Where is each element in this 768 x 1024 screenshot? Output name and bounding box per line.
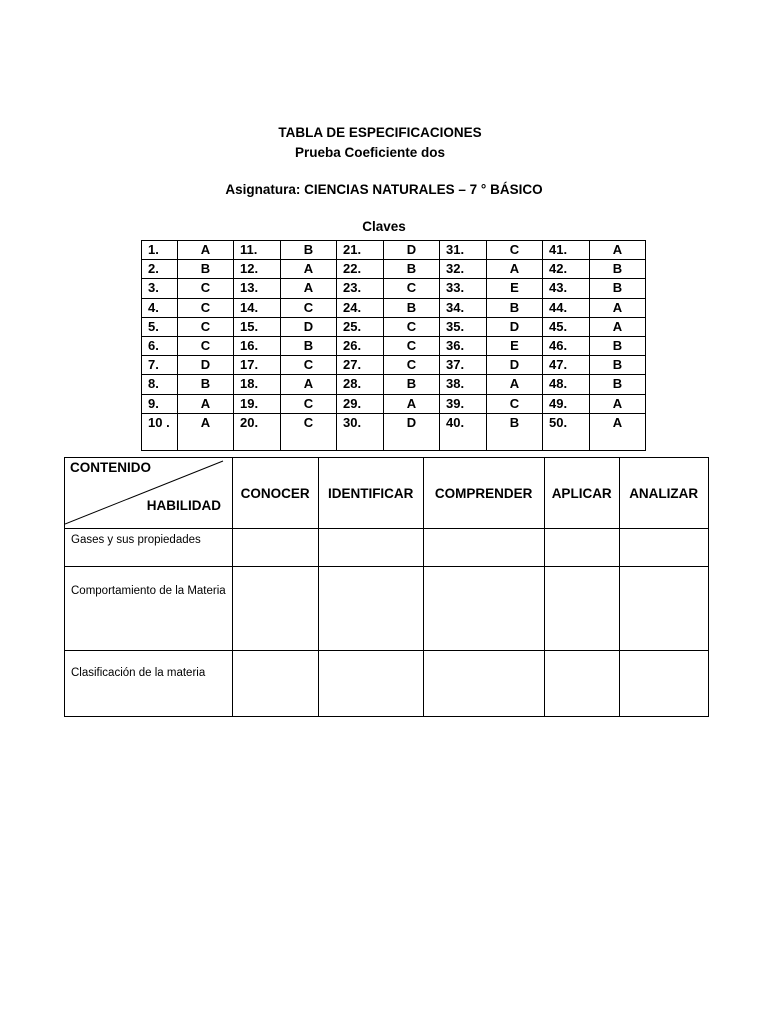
question-number: 36. <box>440 336 487 355</box>
question-number: 42. <box>543 260 590 279</box>
question-number: 24. <box>337 298 384 317</box>
document-subtitle: Prueba Coeficiente dos <box>294 145 446 160</box>
question-number: 43. <box>543 279 590 298</box>
question-number: 48. <box>543 375 590 394</box>
question-number: 10 . <box>142 413 178 450</box>
cell <box>619 529 708 567</box>
question-number: 4. <box>142 298 178 317</box>
answer-letter: C <box>281 394 337 413</box>
column-header-identificar: IDENTIFICAR <box>318 458 423 529</box>
answer-letter: B <box>178 375 234 394</box>
specification-table <box>64 457 709 717</box>
answer-letter: A <box>590 241 646 260</box>
question-number: 23. <box>337 279 384 298</box>
cell <box>423 529 544 567</box>
question-number: 6. <box>142 336 178 355</box>
answer-letter: D <box>384 413 440 450</box>
answer-letter: B <box>590 279 646 298</box>
column-header-analizar: ANALIZAR <box>619 458 708 529</box>
question-number: 18. <box>234 375 281 394</box>
question-number: 25. <box>337 317 384 336</box>
answer-letter: B <box>487 298 543 317</box>
answer-letter: B <box>590 260 646 279</box>
question-number: 33. <box>440 279 487 298</box>
question-number: 47. <box>543 356 590 375</box>
question-number: 22. <box>337 260 384 279</box>
answer-key-table <box>141 240 646 451</box>
cell <box>232 567 318 651</box>
answer-letter: C <box>178 298 234 317</box>
answer-letter: A <box>178 241 234 260</box>
answer-letter: B <box>590 356 646 375</box>
key-row <box>142 336 646 355</box>
question-number: 30. <box>337 413 384 450</box>
question-number: 45. <box>543 317 590 336</box>
question-number: 14. <box>234 298 281 317</box>
question-number: 46. <box>543 336 590 355</box>
answer-letter: A <box>487 375 543 394</box>
key-row <box>142 413 646 450</box>
cell <box>232 529 318 567</box>
answer-letter: B <box>384 260 440 279</box>
cell <box>423 651 544 717</box>
column-header-comprender: COMPRENDER <box>423 458 544 529</box>
key-row <box>142 298 646 317</box>
question-number: 20. <box>234 413 281 450</box>
key-row <box>142 279 646 298</box>
question-number: 35. <box>440 317 487 336</box>
question-number: 7. <box>142 356 178 375</box>
question-number: 12. <box>234 260 281 279</box>
answer-letter: C <box>178 336 234 355</box>
column-header-aplicar: APLICAR <box>544 458 619 529</box>
question-number: 40. <box>440 413 487 450</box>
answer-letter: E <box>487 279 543 298</box>
content-skill-corner <box>65 458 233 529</box>
question-number: 34. <box>440 298 487 317</box>
row-label-clasificacion: Clasificación de la materia <box>65 651 233 717</box>
answer-letter: C <box>281 356 337 375</box>
answer-letter: B <box>487 413 543 450</box>
answer-letter: A <box>590 394 646 413</box>
answer-letter: D <box>487 356 543 375</box>
cell <box>318 567 423 651</box>
answer-letter: C <box>384 317 440 336</box>
question-number: 49. <box>543 394 590 413</box>
key-row <box>142 317 646 336</box>
question-number: 1. <box>142 241 178 260</box>
answer-letter: C <box>487 394 543 413</box>
skill-label: HABILIDAD <box>146 498 221 513</box>
content-label: CONTENIDO <box>70 460 151 475</box>
cell <box>619 651 708 717</box>
answer-letter: A <box>590 413 646 450</box>
question-number: 15. <box>234 317 281 336</box>
key-row <box>142 394 646 413</box>
answer-letter: A <box>487 260 543 279</box>
question-number: 41. <box>543 241 590 260</box>
answer-letter: B <box>384 298 440 317</box>
question-number: 26. <box>337 336 384 355</box>
key-row <box>142 375 646 394</box>
key-row <box>142 241 646 260</box>
question-number: 28. <box>337 375 384 394</box>
answer-letter: D <box>384 241 440 260</box>
question-number: 3. <box>142 279 178 298</box>
question-number: 29. <box>337 394 384 413</box>
answer-letter: A <box>281 279 337 298</box>
answer-letter: B <box>590 336 646 355</box>
keys-title: Claves <box>362 219 406 234</box>
question-number: 37. <box>440 356 487 375</box>
answer-letter: D <box>178 356 234 375</box>
question-number: 38. <box>440 375 487 394</box>
answer-letter: A <box>178 413 234 450</box>
answer-letter: A <box>178 394 234 413</box>
question-number: 2. <box>142 260 178 279</box>
cell <box>318 651 423 717</box>
answer-letter: C <box>384 356 440 375</box>
key-row <box>142 260 646 279</box>
answer-letter: A <box>281 260 337 279</box>
answer-letter: B <box>590 375 646 394</box>
question-number: 32. <box>440 260 487 279</box>
answer-letter: C <box>178 279 234 298</box>
question-number: 8. <box>142 375 178 394</box>
answer-letter: C <box>487 241 543 260</box>
cell <box>619 567 708 651</box>
answer-letter: B <box>384 375 440 394</box>
answer-letter: C <box>281 298 337 317</box>
answer-letter: A <box>590 298 646 317</box>
question-number: 31. <box>440 241 487 260</box>
answer-letter: B <box>281 336 337 355</box>
answer-letter: C <box>178 317 234 336</box>
answer-letter: A <box>384 394 440 413</box>
answer-letter: B <box>178 260 234 279</box>
row-label-gases: Gases y sus propiedades <box>65 529 233 567</box>
cell <box>544 567 619 651</box>
cell <box>423 567 544 651</box>
question-number: 50. <box>543 413 590 450</box>
question-number: 16. <box>234 336 281 355</box>
answer-letter: D <box>487 317 543 336</box>
cell <box>544 651 619 717</box>
answer-letter: C <box>384 336 440 355</box>
question-number: 11. <box>234 241 281 260</box>
question-number: 44. <box>543 298 590 317</box>
question-number: 39. <box>440 394 487 413</box>
question-number: 17. <box>234 356 281 375</box>
answer-letter: A <box>590 317 646 336</box>
answer-letter: D <box>281 317 337 336</box>
answer-letter: C <box>384 279 440 298</box>
row-label-comportamiento: Comportamiento de la Materia <box>65 567 233 651</box>
key-row <box>142 356 646 375</box>
question-number: 9. <box>142 394 178 413</box>
answer-letter: E <box>487 336 543 355</box>
column-header-conocer: CONOCER <box>232 458 318 529</box>
answer-letter: B <box>281 241 337 260</box>
question-number: 19. <box>234 394 281 413</box>
question-number: 13. <box>234 279 281 298</box>
question-number: 27. <box>337 356 384 375</box>
answer-letter: C <box>281 413 337 450</box>
answer-letter: A <box>281 375 337 394</box>
subject-line: Asignatura: CIENCIAS NATURALES – 7 ° BÁSICO <box>225 182 543 197</box>
cell <box>318 529 423 567</box>
question-number: 21. <box>337 241 384 260</box>
question-number: 5. <box>142 317 178 336</box>
document-title: TABLA DE ESPECIFICACIONES <box>278 125 482 140</box>
cell <box>232 651 318 717</box>
cell <box>544 529 619 567</box>
